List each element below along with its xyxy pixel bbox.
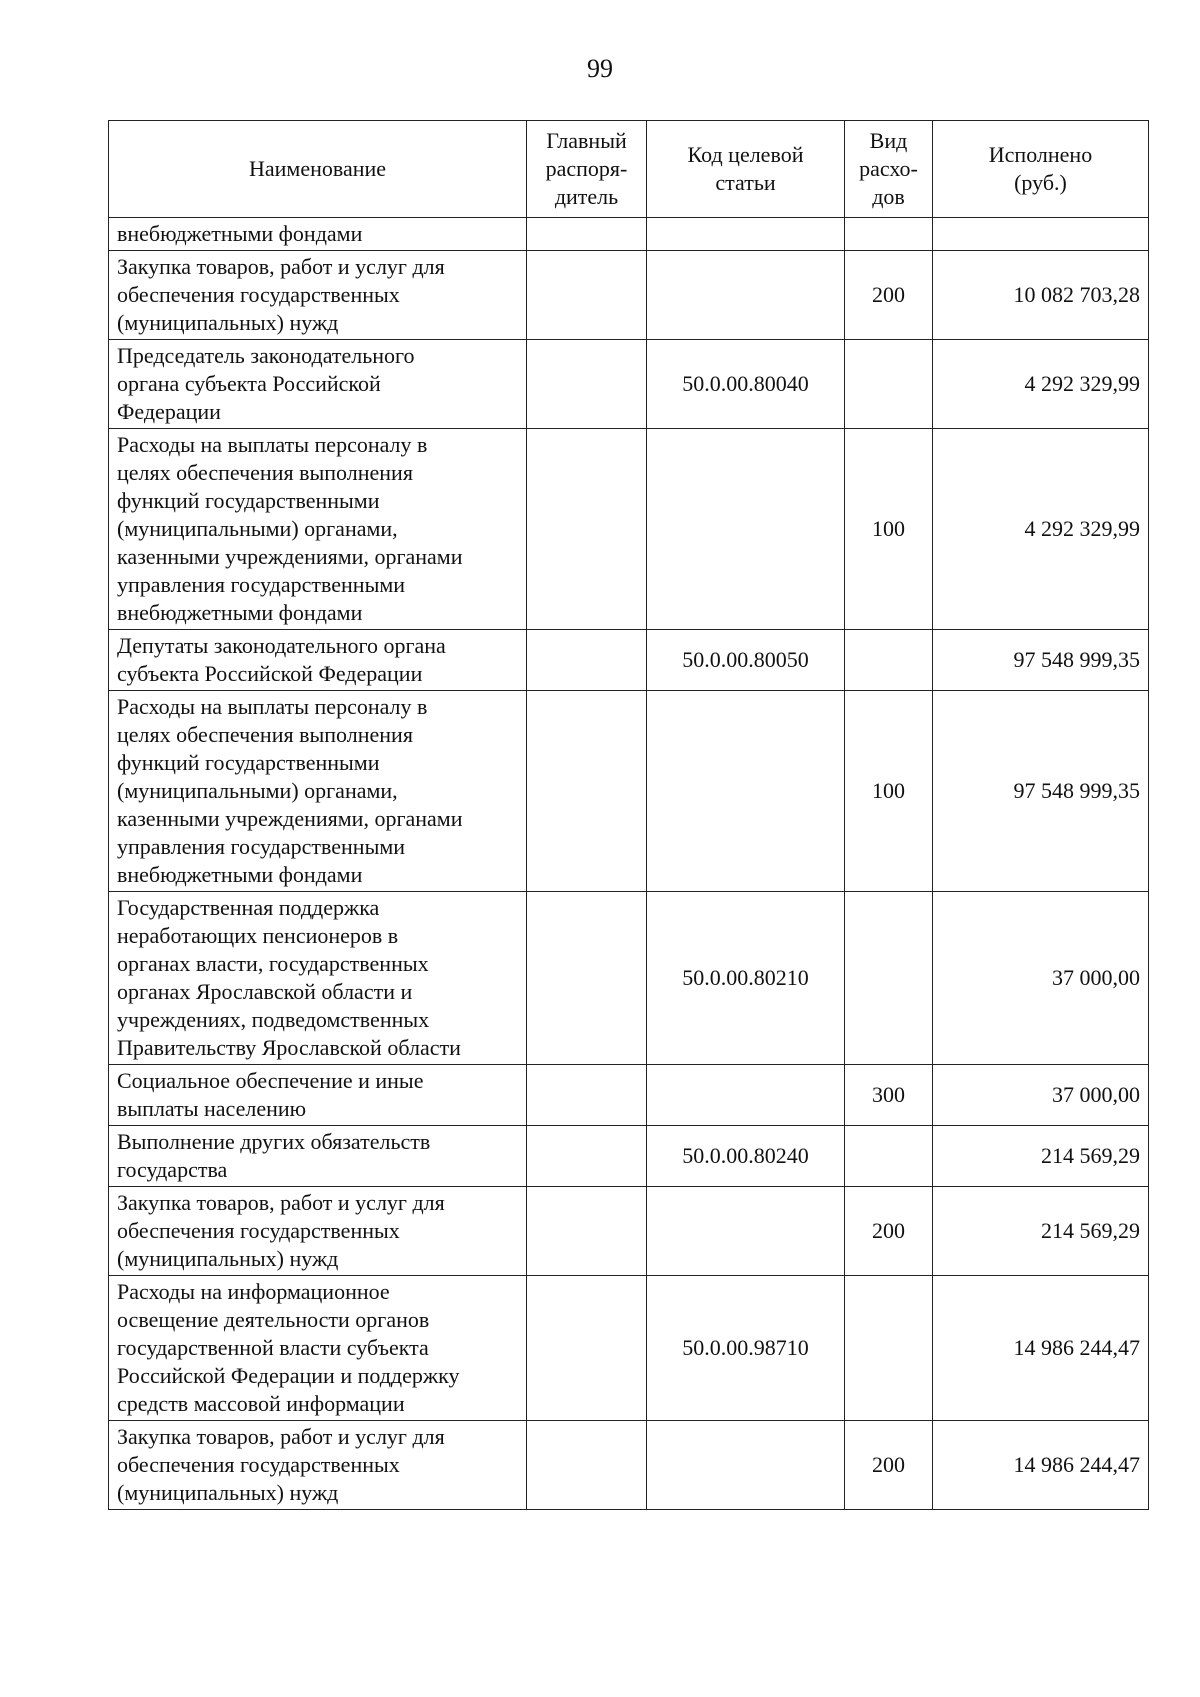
table-row	[109, 1187, 1149, 1276]
cell-executed: 37 000,00	[933, 1065, 1149, 1126]
cell-name: внебюджетными фондами	[109, 218, 527, 251]
cell-expense-type	[845, 1276, 933, 1421]
header-main-manager	[527, 121, 647, 218]
cell-main-manager	[527, 691, 647, 892]
cell-executed: 214 569,29	[933, 1126, 1149, 1187]
table-row	[109, 1126, 1149, 1187]
cell-expense-type: 200	[845, 1187, 933, 1276]
page-number: 99	[587, 54, 613, 83]
table-row	[109, 251, 1149, 340]
table-row	[109, 429, 1149, 630]
cell-main-manager	[527, 340, 647, 429]
cell-expense-type: 200	[845, 1421, 933, 1510]
cell-target-code	[647, 251, 845, 340]
cell-target-code	[647, 1187, 845, 1276]
header-target-code-label: Код целевой статьи	[687, 142, 804, 195]
cell-target-code: 50.0.00.80210	[647, 892, 845, 1065]
budget-execution-table	[108, 120, 1149, 1510]
cell-expense-type: 100	[845, 691, 933, 892]
cell-executed: 4 292 329,99	[933, 429, 1149, 630]
cell-main-manager	[527, 1126, 647, 1187]
cell-target-code: 50.0.00.80240	[647, 1126, 845, 1187]
cell-executed: 97 548 999,35	[933, 691, 1149, 892]
cell-name: Закупка товаров, работ и услуг для обеспечения государственных (муниципальных) нужд	[109, 1421, 527, 1510]
cell-target-code: 50.0.00.80040	[647, 340, 845, 429]
cell-main-manager	[527, 251, 647, 340]
cell-main-manager	[527, 429, 647, 630]
cell-name: Председатель законодательного органа субъекта Российской Федерации	[109, 340, 527, 429]
table-row	[109, 1065, 1149, 1126]
cell-target-code	[647, 218, 845, 251]
cell-name: Государственная поддержка неработающих пенсионеров в органах власти, государственных органах Ярославской области и учреждениях, подведомственных Правительству Ярославской области	[109, 892, 527, 1065]
cell-name: Расходы на выплаты персоналу в целях обеспечения выполнения функций государственными (муниципальными) органами, казенными учреждениями, органами управления государственными внебюджетными фондами	[109, 429, 527, 630]
cell-expense-type: 300	[845, 1065, 933, 1126]
cell-target-code: 50.0.00.98710	[647, 1276, 845, 1421]
cell-executed	[933, 218, 1149, 251]
cell-target-code	[647, 1065, 845, 1126]
cell-main-manager	[527, 630, 647, 691]
cell-expense-type	[845, 630, 933, 691]
cell-target-code	[647, 429, 845, 630]
header-target-code	[647, 121, 845, 218]
cell-name: Выполнение других обязательств государства	[109, 1126, 527, 1187]
cell-main-manager	[527, 218, 647, 251]
cell-main-manager	[527, 1276, 647, 1421]
cell-expense-type: 200	[845, 251, 933, 340]
cell-name: Расходы на информационное освещение деятельности органов государственной власти субъекта Российской Федерации и поддержку средств массовой информации	[109, 1276, 527, 1421]
cell-name: Закупка товаров, работ и услуг для обеспечения государственных (муниципальных) нужд	[109, 1187, 527, 1276]
table-row	[109, 218, 1149, 251]
header-executed	[933, 121, 1149, 218]
cell-name: Социальное обеспечение и иные выплаты населению	[109, 1065, 527, 1126]
header-executed-label: Исполнено (руб.)	[988, 142, 1093, 195]
cell-main-manager	[527, 892, 647, 1065]
cell-executed: 14 986 244,47	[933, 1421, 1149, 1510]
cell-main-manager	[527, 1065, 647, 1126]
table-row	[109, 340, 1149, 429]
table-row	[109, 691, 1149, 892]
table-body	[109, 218, 1149, 1510]
cell-executed: 97 548 999,35	[933, 630, 1149, 691]
header-main-manager-label: Главный распоря- дитель	[545, 128, 628, 209]
cell-name: Закупка товаров, работ и услуг для обеспечения государственных (муниципальных) нужд	[109, 251, 527, 340]
table-row	[109, 630, 1149, 691]
table-row	[109, 892, 1149, 1065]
cell-expense-type: 100	[845, 429, 933, 630]
table-row	[109, 1276, 1149, 1421]
cell-target-code	[647, 691, 845, 892]
cell-main-manager	[527, 1187, 647, 1276]
cell-name: Депутаты законодательного органа субъекта Российской Федерации	[109, 630, 527, 691]
cell-name: Расходы на выплаты персоналу в целях обеспечения выполнения функций государственными (муниципальными) органами, казенными учреждениями, органами управления государственными внебюджетными фондами	[109, 691, 527, 892]
cell-target-code: 50.0.00.80050	[647, 630, 845, 691]
cell-executed: 4 292 329,99	[933, 340, 1149, 429]
cell-expense-type	[845, 340, 933, 429]
cell-executed: 14 986 244,47	[933, 1276, 1149, 1421]
table-header	[109, 121, 1149, 218]
header-expense-type-label: Вид расхо- дов	[859, 128, 918, 209]
cell-main-manager	[527, 1421, 647, 1510]
cell-expense-type	[845, 218, 933, 251]
cell-executed: 37 000,00	[933, 892, 1149, 1065]
header-name-label: Наименование	[248, 156, 387, 181]
header-name	[109, 121, 527, 218]
cell-target-code	[647, 1421, 845, 1510]
cell-expense-type	[845, 1126, 933, 1187]
cell-executed: 214 569,29	[933, 1187, 1149, 1276]
cell-expense-type	[845, 892, 933, 1065]
table-header-row	[109, 121, 1149, 218]
cell-executed: 10 082 703,28	[933, 251, 1149, 340]
table-row	[109, 1421, 1149, 1510]
header-expense-type	[845, 121, 933, 218]
